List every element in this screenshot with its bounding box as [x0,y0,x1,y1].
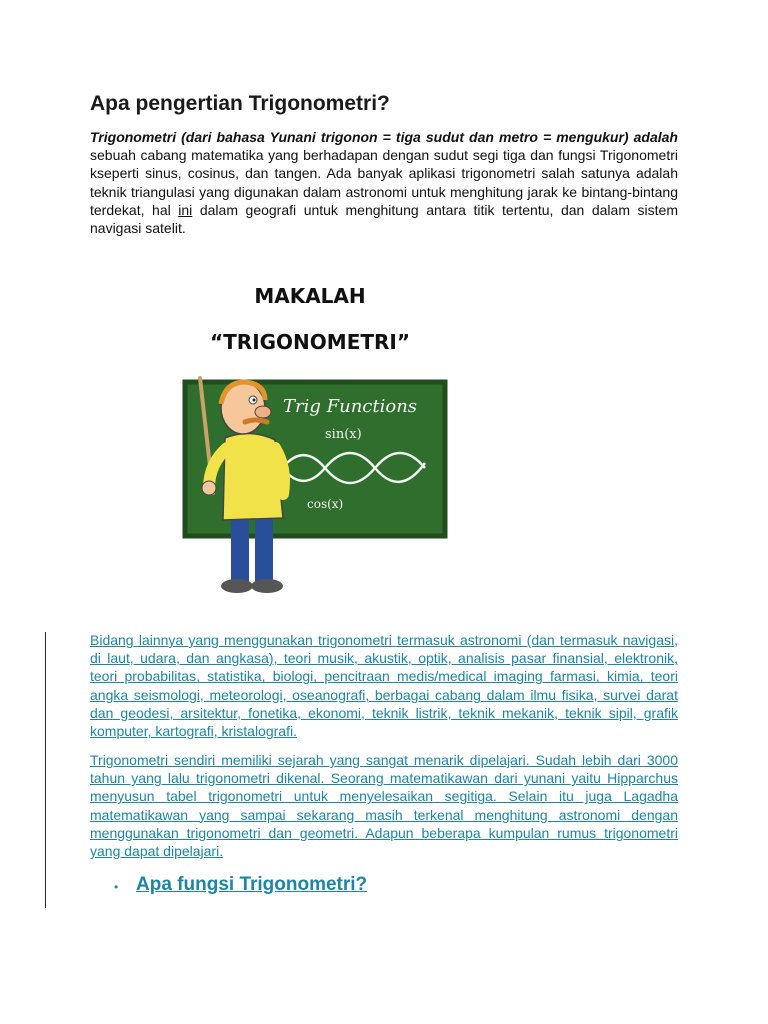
teacher-leg-right [255,518,273,582]
teacher-shoe-left [221,579,253,593]
teacher-hand-left [202,481,216,495]
subheading-link[interactable] [114,874,367,896]
board-heading: Trig Functions [283,396,418,417]
figure-title-makalah: MAKALAH [254,284,366,308]
subheading-text: Apa fungsi Trigonometri? [136,874,368,895]
trig-illustration [175,278,465,608]
page-title: Apa pengertian Trigonometri? [90,92,390,115]
applications-paragraph-link[interactable]: Bidang lainnya yang menggunakan trigonometri termasuk astronomi (dan termasuk navigasi, di laut, udara, dan angkasa), teori musik, akustik, optik, analisis pasar finansial, elektronik, teori probabilitas, statistika, biologi, pencitraan medis/medical imaging farmasi, kimia, teori angka seismologi, meteorologi, oseanografi, berbagai cabang dalam ilmu fisika, survei darat dan geodesi, arsitektur, fonetika, ekonomi, teknik listrik, teknik mekanik, teknik sipil, grafik komputer, kartografi, kristalografi. [90,632,678,740]
intro-text-part1: sebuah cabang matematika yang berhadapan dengan sudut segi tiga dan fungsi Trigonometri kseperti sinus, cosinus, dan tangen. Ada banyak aplikasi trigonometri salah satunya adalah teknik triangulasi yang digunakan dalam astronomi untuk menghitung jarak ke bintang-bintang terdekat, hal [90,147,678,218]
teacher-pupil [253,399,256,402]
teacher-nose [255,406,271,418]
teacher-leg-left [231,518,249,582]
definition-text: Trigonometri (dari bahasa Yunani trigonon = tiga sudut dan metro = mengukur) adalah [90,129,678,145]
intro-text-part2: dalam geografi untuk menghitung antara titik tertentu, dan dalam sistem navigasi satelit. [90,201,678,237]
board-label-sin: sin(x) [325,427,362,442]
board-label-cos: cos(x) [307,497,344,511]
history-paragraph-link[interactable]: Trigonometri sendiri memiliki sejarah yang sangat menarik dipelajari. Sudah lebih dari 3000 tahun yang lalu trigonometri dikenal. Seorang matematikawan dari yunani yaitu Hipparchus menyusun tabel trigonometri untuk menyelesaikan segitiga. Selain itu juga Lagadha matematikawan yang sampai sekarang masih terkenal menghitung astronomi dengan menggunakan trigonometri dan geometri. Adapun beberapa kumpulan rumus trigonometri yang dapat dipelajari. [90,752,678,860]
teacher-mustache [245,420,267,422]
teacher-chalkboard-illustration [175,368,465,608]
teacher-shoe-right [251,579,283,593]
figure-title-trigonometri: “TRIGONOMETRI” [210,330,410,354]
bullet-icon: • [114,880,119,894]
margin-change-bar [45,632,46,908]
underlined-word: ini [178,201,193,218]
intro-paragraph [90,128,678,237]
